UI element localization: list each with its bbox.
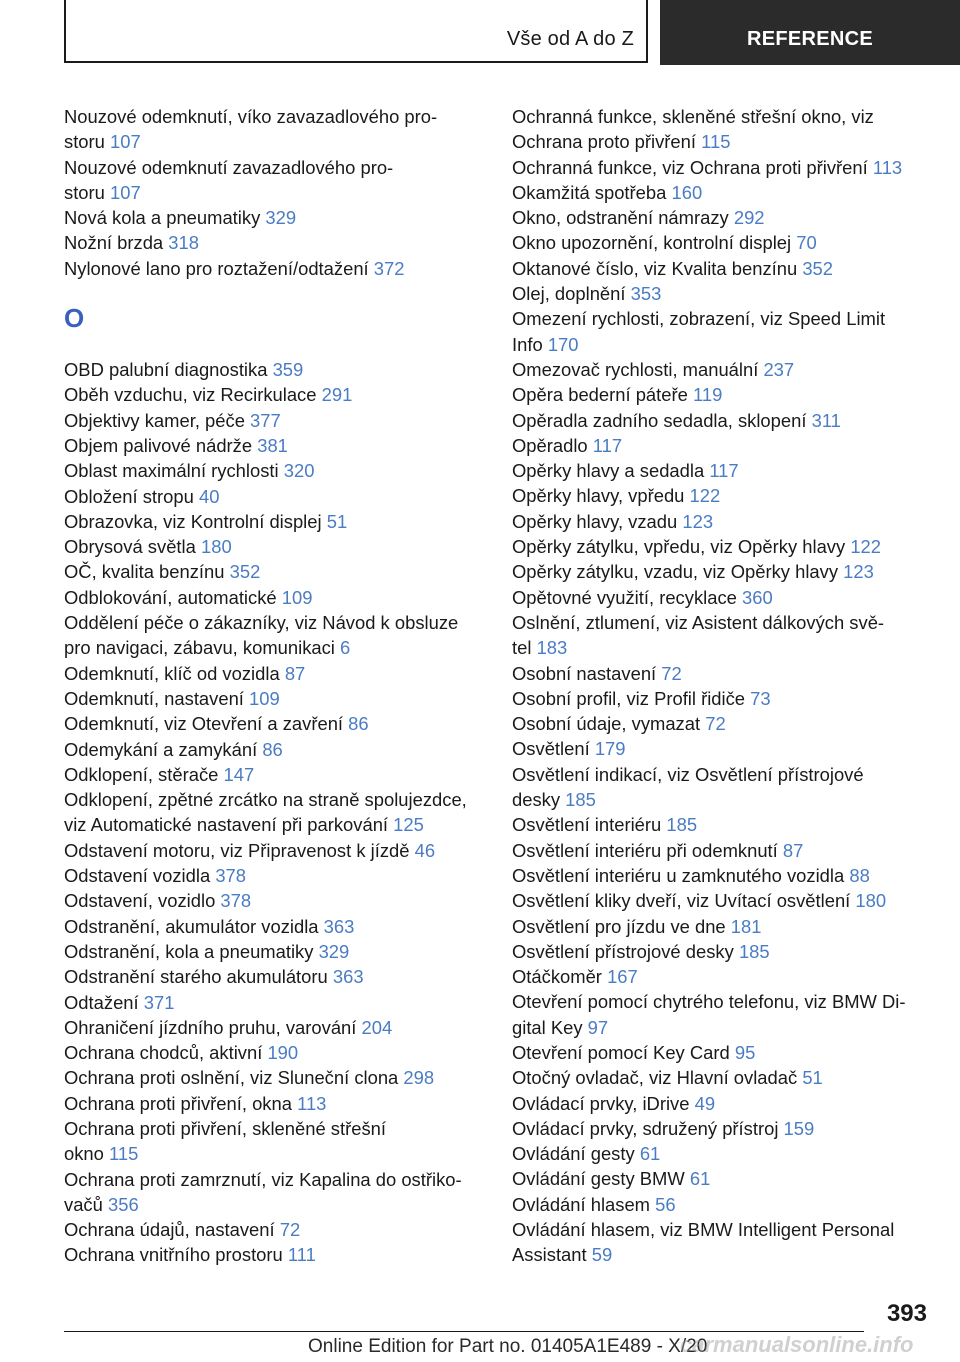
page-reference-link[interactable]: 88 (849, 864, 870, 886)
page-reference-link[interactable]: 40 (198, 485, 220, 507)
index-entry (64, 939, 484, 964)
index-entry-text: Objem palivové nádrže 381 (64, 434, 288, 456)
index-entry-text: Odstranění, akumulátor vozidla 363 (64, 915, 355, 937)
index-entry (512, 585, 932, 610)
page-reference-link[interactable]: 111 (287, 1244, 316, 1266)
index-entry (512, 104, 932, 155)
index-entry (64, 484, 484, 509)
page-reference-link[interactable]: 97 (587, 1016, 609, 1038)
page-reference-link[interactable]: 61 (689, 1168, 711, 1190)
page-reference-link[interactable]: 181 (730, 915, 762, 937)
page-reference-link[interactable]: 147 (223, 763, 255, 785)
index-entry (512, 306, 932, 357)
index-entry (512, 838, 932, 863)
index-entry-text: Osvětlení interiéru 185 (512, 814, 698, 836)
index-entry (512, 610, 932, 661)
page-reference-link[interactable]: 46 (414, 839, 436, 861)
index-entry (512, 762, 932, 813)
index-entry-text: Ochrana proti přivření, skleněné střešní (64, 1117, 386, 1139)
index-entry-text: viz Automatické nastavení při parkování 125 (64, 814, 424, 836)
index-entry-text: Ovládání hlasem 56 (512, 1193, 676, 1215)
index-entry-text: Odstavení, vozidlo 378 (64, 890, 252, 912)
page-reference-link[interactable]: 87 (284, 662, 306, 684)
page-reference-link[interactable]: 185 (738, 940, 770, 962)
index-entry (64, 357, 484, 382)
page-reference-link[interactable]: 107 (110, 131, 141, 153)
page-reference-link[interactable]: 167 (607, 966, 638, 988)
index-entries-o (64, 357, 484, 1268)
page-reference-link[interactable]: 95 (734, 1041, 756, 1063)
index-entry-text: Odemykání a zamykání 86 (64, 738, 283, 760)
index-entry (64, 559, 484, 584)
index-entry-text: Odklopení, stěrače 147 (64, 763, 255, 785)
index-entry-text: Odemknutí, viz Otevření a zavření 86 (64, 713, 369, 735)
index-entry (512, 939, 932, 964)
index-entry (512, 483, 932, 508)
page-reference-link[interactable]: 6 (340, 637, 351, 659)
index-entry-text: Ovládání hlasem, viz BMW Intelligent Personal (512, 1219, 895, 1241)
index-entry (512, 205, 932, 230)
page-reference-link[interactable]: 185 (565, 789, 596, 811)
index-entries-o-continued (512, 104, 932, 1268)
page-reference-link[interactable]: 70 (796, 232, 817, 254)
index-entry (64, 458, 484, 483)
index-entry (512, 1040, 932, 1065)
page-reference-link[interactable]: 56 (655, 1193, 676, 1215)
index-entry-text: Osvětlení indikací, viz Osvětlení přístrojové (512, 763, 864, 785)
page-reference-link[interactable]: 352 (802, 257, 834, 279)
index-entry-text: Osvětlení přístrojové desky 185 (512, 940, 770, 962)
page-reference-link[interactable]: 311 (811, 409, 841, 431)
index-entry-text: desky 185 (512, 789, 596, 811)
index-entry (512, 357, 932, 382)
index-entry-text: Nylonové lano pro roztažení/odtažení 372 (64, 257, 405, 279)
index-entry-text: Ochrana chodců, aktivní 190 (64, 1042, 299, 1064)
index-entry (64, 1065, 484, 1090)
index-entry-text: Obrazovka, viz Kontrolní displej 51 (64, 510, 348, 532)
page-number: 393 (886, 1300, 927, 1327)
index-entry-text: Oběh vzduchu, viz Recirkulace 291 (64, 384, 353, 406)
index-entry (512, 888, 932, 913)
index-entry (512, 736, 932, 761)
page-reference-link[interactable]: 115 (701, 131, 731, 153)
index-entry (512, 509, 932, 534)
index-entry-text: Olej, doplnění 353 (512, 283, 662, 305)
index-entry-text: Osvětlení pro jízdu ve dne 181 (512, 915, 762, 937)
index-entry-text: Opěra bederní páteře 119 (512, 384, 723, 406)
page-reference-link[interactable]: 73 (750, 687, 771, 709)
index-entry (64, 888, 484, 913)
index-entry-text: OČ, kvalita benzínu 352 (64, 561, 261, 583)
index-entry (64, 863, 484, 888)
page-reference-link[interactable]: 204 (361, 1016, 393, 1038)
index-entry (512, 863, 932, 888)
index-entry (512, 964, 932, 989)
page-reference-link[interactable]: 51 (802, 1067, 823, 1089)
index-entry-text: storu 107 (64, 131, 141, 153)
page-reference-link[interactable]: 237 (763, 358, 795, 380)
index-entries-n (64, 104, 484, 281)
index-entry-text: Odemknutí, nastavení 109 (64, 687, 280, 709)
index-entry (64, 1167, 484, 1218)
page-reference-link[interactable]: 190 (267, 1042, 299, 1064)
index-entry (512, 1091, 932, 1116)
page-reference-link[interactable]: 107 (110, 181, 141, 203)
index-entry-text: Omezovač rychlosti, manuální 237 (512, 358, 795, 380)
page-reference-link[interactable]: 49 (694, 1092, 716, 1114)
page-reference-link[interactable]: 123 (682, 510, 714, 532)
index-entry (64, 585, 484, 610)
index-entry-text: Okno, odstranění námrazy 292 (512, 207, 765, 229)
page-reference-link[interactable]: 298 (403, 1067, 435, 1089)
page-reference-link[interactable]: 86 (348, 713, 369, 735)
page-reference-link[interactable]: 378 (220, 890, 252, 912)
page-reference-link[interactable]: 109 (249, 687, 280, 709)
index-entry-text: Odblokování, automatické 109 (64, 586, 313, 608)
index-entry-text: Ovládací prvky, sdružený přístroj 159 (512, 1117, 815, 1139)
index-entry-text: Nouzové odemknutí zavazadlového pro- (64, 156, 394, 178)
page-reference-link[interactable]: 59 (591, 1244, 613, 1266)
index-entry (512, 711, 932, 736)
index-entry-text: Odstranění starého akumulátoru 363 (64, 966, 364, 988)
page-reference-link[interactable]: 113 (297, 1092, 327, 1114)
page-reference-link[interactable]: 179 (594, 738, 626, 760)
index-entry-text: storu 107 (64, 181, 141, 203)
index-entry-text: Otevření pomocí chytrého telefonu, viz BMW Di- (512, 991, 906, 1013)
index-entry-text: Opěrky zátylku, vzadu, viz Opěrky hlavy 123 (512, 561, 874, 583)
index-entry-text: Odemknutí, klíč od vozidla 87 (64, 662, 306, 684)
index-entry (64, 964, 484, 989)
index-entry-text: Opěrky hlavy, vpředu 122 (512, 485, 721, 507)
page-reference-link[interactable]: 72 (279, 1219, 301, 1241)
page-reference-link[interactable]: 160 (671, 181, 703, 203)
index-entry-text: Odstranění, kola a pneumatiky 329 (64, 940, 350, 962)
watermark: carmanualsonline.info (680, 1332, 914, 1357)
index-entry (512, 433, 932, 458)
index-entry (64, 205, 484, 230)
page-reference-link[interactable]: 180 (855, 890, 887, 912)
edition-text: Online Edition for Part no. 01405A1E489 - X/20 (308, 1336, 708, 1357)
index-entry-text: Osobní profil, viz Profil řidiče 73 (512, 687, 771, 709)
index-entry (512, 661, 932, 686)
index-entry (64, 230, 484, 255)
page-reference-link[interactable]: 87 (782, 839, 804, 861)
index-column-right (512, 104, 932, 1268)
index-entry-text: Ochrana údajů, nastavení 72 (64, 1219, 301, 1241)
page-reference-link[interactable]: 122 (689, 485, 721, 507)
page-reference-link[interactable]: 115 (109, 1143, 139, 1165)
section-title: Vše od A do Z (506, 28, 634, 50)
index-entry-text: vačů 356 (64, 1193, 139, 1215)
index-entry (512, 1141, 932, 1166)
page-reference-link[interactable]: 378 (215, 865, 246, 887)
index-entry (512, 989, 932, 1040)
index-entry-text: Otevření pomocí Key Card 95 (512, 1041, 756, 1063)
index-entry (64, 914, 484, 939)
page-reference-link[interactable]: 353 (630, 283, 662, 305)
index-entry (64, 155, 484, 206)
index-entry-text: Ochrana proti zamrznutí, viz Kapalina do ostřiko- (64, 1168, 462, 1190)
page-reference-link[interactable]: 320 (283, 460, 315, 482)
page-reference-link[interactable]: 329 (318, 940, 350, 962)
page-reference-link[interactable]: 113 (872, 156, 903, 178)
index-entry-text: Ochranná funkce, skleněné střešní okno, viz (512, 106, 874, 127)
index-entry-text: Obložení stropu 40 (64, 485, 220, 507)
index-entry-text: Omezení rychlosti, zobrazení, viz Speed Limit (512, 308, 886, 330)
page-reference-link[interactable]: 61 (639, 1143, 661, 1165)
header-chapter-tab (660, 0, 960, 65)
page-reference-link[interactable]: 381 (257, 434, 288, 456)
page-reference-link[interactable]: 352 (229, 561, 261, 583)
index-entry-text: Oddělení péče o zákazníky, viz Návod k obsluze (64, 612, 459, 634)
index-entry-text: OBD palubní diagnostika 359 (64, 359, 304, 381)
index-entry-text: Ohraničení jízdního pruhu, varování 204 (64, 1016, 393, 1038)
header-section-box (64, 0, 648, 63)
page-reference-link[interactable]: 363 (323, 915, 355, 937)
index-entry (512, 686, 932, 711)
index-entry-text: Oslnění, ztlumení, viz Asistent dálkových svě- (512, 611, 885, 633)
index-entry (64, 1091, 484, 1116)
index-entry-text: Ochrana vnitřního prostoru 111 (64, 1244, 316, 1266)
page-reference-link[interactable]: 359 (272, 359, 304, 381)
page-reference-link[interactable]: 183 (536, 637, 568, 659)
index-entry-text: Opěrky hlavy a sedadla 117 (512, 460, 739, 482)
index-entry (64, 686, 484, 711)
index-entry (64, 838, 484, 863)
page-reference-link[interactable]: 318 (168, 232, 199, 254)
index-entry (512, 914, 932, 939)
index-entry-text: Okno upozornění, kontrolní displej 70 (512, 232, 817, 254)
index-column-left (64, 104, 484, 1268)
page-reference-link[interactable]: 86 (262, 738, 283, 760)
page-reference-link[interactable]: 363 (332, 966, 364, 988)
index-entry-text: Nouzové odemknutí, víko zavazadlového pro- (64, 106, 438, 127)
index-entry (64, 104, 484, 155)
index-entry (64, 1116, 484, 1167)
index-entry (512, 180, 932, 205)
index-entry-text: Obrysová světla 180 (64, 536, 232, 558)
page-reference-link[interactable]: 159 (783, 1117, 815, 1139)
index-entry-text: Opětovné využití, recyklace 360 (512, 586, 773, 608)
page-reference-link[interactable]: 377 (250, 409, 281, 431)
page-reference-link[interactable]: 372 (373, 257, 405, 279)
index-entry (64, 610, 484, 661)
index-entry (64, 737, 484, 762)
index-entry (512, 155, 932, 180)
page-reference-link[interactable]: 72 (661, 662, 682, 684)
page-reference-link[interactable]: 109 (281, 586, 313, 608)
index-entry (64, 990, 484, 1015)
index-entry (512, 256, 932, 281)
index-entry-text: Objektivy kamer, péče 377 (64, 409, 281, 431)
page-reference-link[interactable]: 185 (666, 814, 698, 836)
index-entry-text: Oktanové číslo, viz Kvalita benzínu 352 (512, 257, 834, 279)
section-letter: O (64, 303, 85, 334)
index-entry-text: Info 170 (512, 333, 579, 355)
page-reference-link[interactable]: 125 (393, 814, 424, 836)
index-entry-text: Oblast maximální rychlosti 320 (64, 460, 315, 482)
page-reference-link[interactable]: 72 (705, 713, 726, 735)
index-entry-text: Odtažení 371 (64, 991, 175, 1013)
index-entry (512, 1116, 932, 1141)
index-entry (512, 382, 932, 407)
page-reference-link[interactable]: 356 (107, 1193, 139, 1215)
index-entry-text: Ovládání gesty BMW 61 (512, 1168, 711, 1190)
chapter-label: REFERENCE (746, 28, 874, 50)
index-entry-text: Otočný ovladač, viz Hlavní ovladač 51 (512, 1067, 823, 1089)
index-entry (512, 1192, 932, 1217)
index-entry-text: Assistant 59 (512, 1244, 613, 1266)
index-entry (512, 281, 932, 306)
index-entry (64, 661, 484, 686)
index-entry (512, 1217, 932, 1268)
index-entry (64, 1040, 484, 1065)
index-entry (64, 433, 484, 458)
index-entry (512, 1166, 932, 1191)
index-entry (512, 458, 932, 483)
index-entry (512, 230, 932, 255)
index-entry-text: Osvětlení interiéru u zamknutého vozidla 88 (512, 864, 870, 886)
index-entry-text: Ochrana proti oslnění, viz Sluneční clona 298 (64, 1067, 435, 1089)
index-entry-text: pro navigaci, zábavu, komunikaci 6 (64, 637, 351, 659)
index-entry-text: Odstavení motoru, viz Připravenost k jízdě 46 (64, 839, 436, 861)
index-entry-text: Osobní údaje, vymazat 72 (512, 713, 726, 735)
index-entry (64, 787, 484, 838)
index-entry (64, 1015, 484, 1040)
page-reference-link[interactable]: 117 (592, 434, 623, 456)
page-reference-link[interactable]: 329 (265, 207, 297, 229)
index-entry-text: Ovládání gesty 61 (512, 1143, 661, 1165)
page-reference-link[interactable]: 123 (843, 561, 874, 583)
page-reference-link[interactable]: 292 (733, 207, 765, 229)
page-reference-link[interactable]: 51 (326, 510, 348, 532)
index-entry (512, 559, 932, 584)
index-entry-text: Ochrana proto přivření 115 (512, 131, 731, 153)
index-entry (64, 711, 484, 736)
page-reference-link[interactable]: 170 (547, 333, 579, 355)
index-entry-text: gital Key 97 (512, 1016, 609, 1038)
index-entry-text: Opěrky hlavy, vzadu 123 (512, 510, 714, 532)
index-entry-text: Ovládací prvky, iDrive 49 (512, 1092, 716, 1114)
page-reference-link[interactable]: 360 (742, 586, 773, 608)
index-entry-text: Osobní nastavení 72 (512, 662, 682, 684)
index-entry (64, 256, 484, 281)
index-entry (512, 812, 932, 837)
index-entry-text: okno 115 (64, 1143, 139, 1165)
index-entry (64, 534, 484, 559)
index-entry-text: Osvětlení interiéru při odemknutí 87 (512, 839, 804, 861)
index-entry-text: Nová kola a pneumatiky 329 (64, 207, 297, 229)
index-entry-text: Ochranná funkce, viz Ochrana proti přivření 113 (512, 156, 903, 178)
index-entry (64, 509, 484, 534)
page-reference-link[interactable]: 117 (709, 460, 739, 482)
index-entry-text: Ochrana proti přivření, okna 113 (64, 1092, 327, 1114)
index-entry-text: Odstavení vozidla 378 (64, 865, 246, 887)
index-entry-text: tel 183 (512, 637, 568, 659)
page-reference-link[interactable]: 291 (321, 384, 353, 406)
index-entry-text: Osvětlení 179 (512, 738, 626, 760)
page-reference-link[interactable]: 119 (692, 384, 723, 406)
index-entry-text: Otáčkoměr 167 (512, 966, 638, 988)
index-entry (64, 408, 484, 433)
page-reference-link[interactable]: 122 (850, 536, 882, 558)
index-entry-text: Opěradlo 117 (512, 434, 623, 456)
index-entry (512, 1065, 932, 1090)
index-entry (512, 408, 932, 433)
index-entry-text: Opěrky zátylku, vpředu, viz Opěrky hlavy 122 (512, 536, 882, 558)
index-entry (64, 382, 484, 407)
index-entry-text: Odklopení, zpětné zrcátko na straně spolujezdce, (64, 789, 467, 811)
page-reference-link[interactable]: 371 (143, 991, 175, 1013)
index-entry-text: Okamžitá spotřeba 160 (512, 181, 703, 203)
index-entry (64, 762, 484, 787)
index-entry-text: Nožní brzda 318 (64, 232, 199, 254)
index-entry (512, 534, 932, 559)
page-reference-link[interactable]: 180 (200, 536, 232, 558)
index-entry-text: Osvětlení kliky dveří, viz Uvítací osvětlení 180 (512, 890, 887, 912)
index-entry (64, 1242, 484, 1267)
index-entry (64, 1217, 484, 1242)
index-entry-text: Opěradla zadního sedadla, sklopení 311 (512, 409, 841, 431)
